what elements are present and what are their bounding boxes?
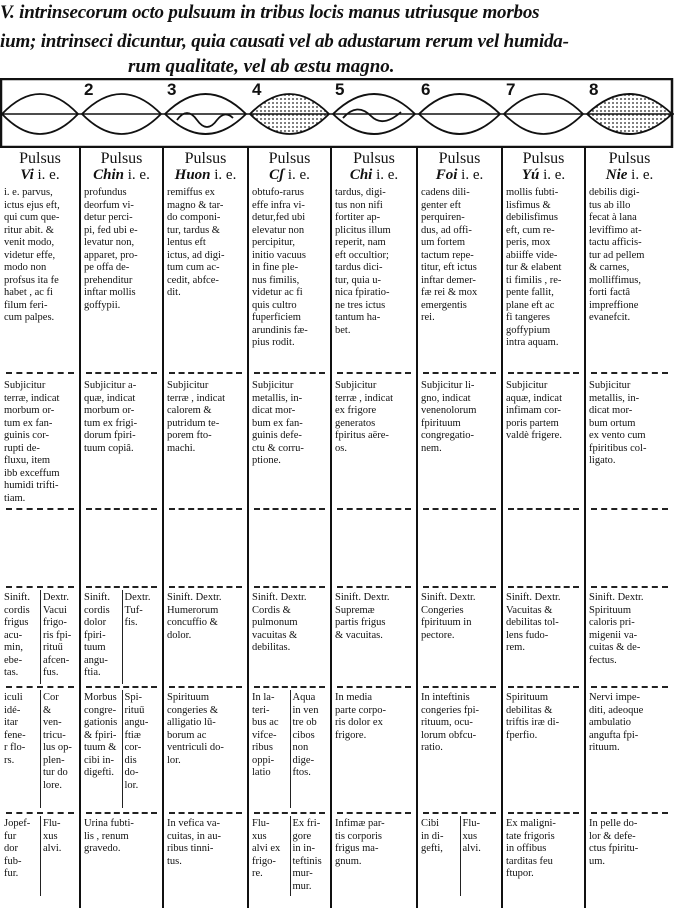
pulse-column-3	[167, 150, 244, 300]
row-divider	[6, 812, 74, 814]
column-title: Pulsus	[19, 150, 61, 167]
cell-divider	[122, 590, 123, 684]
column-title: Pulsus	[353, 150, 395, 167]
row4-cell: In inteftinis congeries fpi- rituum, ocu- lorum obfcu- ratio.	[421, 692, 480, 753]
sinistra-cell: Sinift. cordis frigus acu- min, ebe- tas.	[4, 592, 30, 678]
pulse-ie: i. e.	[376, 167, 399, 183]
row4-right-cell: Cor & ven- tricu- lus op- plen- tur do lore.	[43, 692, 72, 791]
sinistra-dextra-cell: Sinift. Dextr. Congeries fpirituum in pectore.	[421, 592, 476, 641]
column-number-3: 3	[167, 80, 177, 99]
sinistra-dextra-cell: Sinift. Dextr. Supremæ partis frigus & vacuitas.	[335, 592, 390, 641]
pulse-name-text: Vi	[20, 167, 38, 183]
row5-left-cell: Cibi in di- gefti,	[421, 818, 444, 854]
element-indication: Subjicitur metallis, in- dicat mor- bum ex fan- guinis defe- ctu & corru- ptione.	[252, 380, 304, 466]
column-title: Pulsus	[438, 150, 481, 167]
column-title: Pulsus	[268, 150, 311, 167]
pulse-ie: i. e.	[287, 167, 310, 183]
row-divider	[423, 508, 496, 510]
column-number-7: 7	[506, 80, 516, 99]
row-divider	[508, 686, 579, 688]
row-divider	[86, 508, 157, 510]
column-divider	[584, 148, 586, 908]
row-divider	[423, 812, 496, 814]
pulse-ie: i. e.	[631, 167, 654, 183]
row-divider	[86, 686, 157, 688]
pulse-column-7	[506, 150, 581, 350]
row-divider	[86, 812, 157, 814]
row4-cell: Nervi impe- diti, adeoque ambulatio angufta fpi- rituum.	[589, 692, 644, 753]
sinistra-dextra-cell: Sinift. Dextr. Vacuitas & debilitas tol- lens fudo- rem.	[506, 592, 561, 653]
row-divider	[508, 508, 579, 510]
pulse-name	[589, 167, 670, 184]
pulse-name-text: Cʃ	[269, 167, 288, 183]
row-divider	[423, 586, 496, 588]
element-indication: Subjicitur terræ , indicat ex frigore generatos fpiritus aëre- os.	[335, 380, 394, 454]
element-indication: Subjicitur li- gno, indicat venenolorum fpirituum congregatio- nem.	[421, 380, 477, 454]
cell-divider	[460, 816, 461, 896]
header-line-2: ium; intrinseci dicuntur, quia causati vel ab adustarum rerum vel humida-	[0, 31, 569, 52]
row4-cell: In media parte corpo- ris dolor ex frigore.	[335, 692, 387, 741]
dextra-cell: Dextr. Vacui frigo- ris fpi- rituű afcen- fus.	[43, 592, 72, 678]
row-divider	[337, 586, 411, 588]
column-number-4: 4	[252, 80, 262, 99]
cell-divider	[122, 690, 123, 808]
pulse-wave-3	[177, 113, 233, 127]
pulse-name	[84, 167, 159, 184]
element-indication: Subjicitur aquæ, indicat infimam cor- poris partem valdè frigere.	[506, 380, 562, 441]
pulse-column-2	[84, 150, 159, 312]
pulse-description: debilis digi- tus ab illo fecat à lana leviffimo at- tactu afficis- tur ad pellem & carnes, molliffimus, forti factâ impreffione evanefcit.	[589, 187, 645, 323]
pulse-column-5	[335, 150, 413, 337]
pulse-name	[4, 167, 76, 184]
element-indication: Subjicitur terræ, indicat morbum or- tum ex fan- guinis cor- rupti de- fluxu, item ibb exceffum humidi trifti- tiam.	[4, 380, 60, 504]
column-divider	[162, 148, 164, 908]
pulse-name-text: Chin	[93, 167, 128, 183]
row-divider	[591, 586, 668, 588]
pulse-ie: i. e.	[37, 167, 60, 183]
element-indication: Subjicitur terræ , indicat calorem & putridum te- porem fto- machi.	[167, 380, 226, 454]
pulse-column-4	[252, 150, 327, 350]
cell-divider	[290, 690, 291, 808]
row-divider	[254, 686, 325, 688]
row4-left-cell: iculi idé- itar fene- r flo- rs.	[4, 692, 26, 766]
column-number-6: 6	[421, 80, 431, 99]
column-number-5: 5	[335, 80, 345, 99]
row-divider	[6, 508, 74, 510]
row-divider	[337, 686, 411, 688]
pulse-name-text: Foi	[435, 167, 462, 183]
column-divider	[416, 148, 418, 908]
pulse-name-text: Nie	[605, 167, 632, 183]
pulse-description: cadens dili- genter eft perquiren- dus, ad offi- um fortem tactum repe- titur, eft ictus inftar demer- fæ rei & mox emergentis rei.	[421, 187, 478, 323]
row-divider	[337, 812, 411, 814]
row-divider	[423, 686, 496, 688]
pulse-name	[335, 167, 413, 184]
row5-cell: Infimæ par- tis corporis frigus ma- gnum.	[335, 818, 385, 867]
row-divider	[254, 586, 325, 588]
row5-cell: Ex maligni- tate frigoris in offibus tarditas feu ftupor.	[506, 818, 556, 879]
column-number-2: 2	[84, 80, 94, 99]
row-divider	[423, 372, 496, 374]
cell-divider	[40, 816, 41, 896]
pulse-ie: i. e.	[214, 167, 237, 183]
header-line-1: V. intrinsecorum octo pulsuum in tribus locis manus utriusque morbos	[0, 2, 540, 23]
pulse-ie: i. e.	[461, 167, 484, 183]
pulse-wave-5	[343, 109, 401, 121]
pulse-ie: i. e.	[127, 167, 150, 183]
pulse-column-6	[421, 150, 498, 325]
row-divider	[169, 586, 242, 588]
element-indication: Subjicitur a- quæ, indicat morbum or- tum ex frigi- dorum fpiri- tuum copiâ.	[84, 380, 138, 454]
row5-right-cell: Flu- xus alvi.	[43, 818, 62, 854]
row-divider	[591, 372, 668, 374]
row-divider	[508, 586, 579, 588]
row-divider	[591, 686, 668, 688]
pulse-description: profundus deorfum vi- detur perci- pi, fed ubi e- levatur non, apparet, pro- pe offa de- prehenditur inftar mollis goffypii.	[84, 187, 138, 311]
row-divider	[169, 812, 242, 814]
pulse-description: tardus, digi- tus non nifi fortiter ap- plicitus illum reperit, nam eft occultior; tardus dici- tur, quia u- nica fpiratio- ne tres ictus tantum ha- bet.	[335, 187, 391, 336]
row-divider	[169, 686, 242, 688]
row-divider	[337, 372, 411, 374]
row5-left-cell: Flu- xus alvi ex frigo- re.	[252, 818, 281, 879]
pulse-name	[506, 167, 581, 184]
column-title: Pulsus	[522, 150, 565, 167]
sinistra-cell: Sinift. cordis dolor fpiri- tuum angu- ftia.	[84, 592, 110, 678]
row5-right-cell: Flu- xus alvi.	[462, 818, 481, 854]
row-divider	[6, 586, 74, 588]
sinistra-dextra-cell: Sinift. Dextr. Cordis & pulmonum vacuitas & debilitas.	[252, 592, 307, 653]
row4-left-cell: Morbus congre- gationis & fpiri- tuum & cibi in- digefti.	[84, 692, 118, 778]
row-divider	[6, 686, 74, 688]
pulse-name	[421, 167, 498, 184]
row-divider	[254, 812, 325, 814]
row-divider	[591, 508, 668, 510]
row5-cell: In pelle do- lor & defe- ctus fpiritu- um.	[589, 818, 639, 867]
pulse-lens-4	[250, 94, 329, 134]
pulse-name-text: Yú	[521, 167, 544, 183]
column-title: Pulsus	[184, 150, 227, 167]
row4-right-cell: Spi- rituű angu- ftiæ cor- dis do- lor.	[124, 692, 149, 791]
pulse-column-8	[589, 150, 670, 325]
header-line-3: rum qualitate, vel ab æstu magno.	[128, 56, 395, 77]
row5-cell: In vefica va- cuitas, in au- ribus tinni- tus.	[167, 818, 221, 867]
row4-right-cell: Aqua in ven tre ob cibos non dige- ftos.	[292, 692, 319, 778]
row-divider	[169, 508, 242, 510]
row-divider	[86, 586, 157, 588]
pulse-lens-8	[587, 94, 672, 134]
row-divider	[508, 812, 579, 814]
cell-divider	[290, 816, 291, 896]
pulse-description: mollis fubti- lisfimus & debilisfimus eft, cum re- peris, mox abiiffe vide- tur & elabent ti fimilis , re- pente fallit, plane eft ac fi tangeres goffypium intra aquam.	[506, 187, 562, 348]
element-indication: Subjicitur metallis, in- dicat mor- bum ortum ex vento cum fpiritibus col- ligato.	[589, 380, 647, 466]
row-divider	[508, 372, 579, 374]
pulse-name-text: Chi	[349, 167, 377, 183]
cell-divider	[40, 690, 41, 808]
row-divider	[169, 372, 242, 374]
sinistra-dextra-cell: Sinift. Dextr. Humerorum concuffio & dolor.	[167, 592, 222, 641]
row-divider	[254, 372, 325, 374]
row-divider	[86, 372, 157, 374]
row5-left-cell: Jopef- fur dor fub- fur.	[4, 818, 31, 879]
row-divider	[337, 508, 411, 510]
row5-cell: Urina fubti- lis , renum gravedo.	[84, 818, 134, 854]
row-divider	[6, 372, 74, 374]
pulse-description: obtufo-rarus effe infra vi- detur,fed ubi elevatur non percipitur, initio vacuus in fine ple- nus fimilis, videtur ac fi quis cultro fuperficiem arundinis fæ- pius rodit.	[252, 187, 308, 348]
row4-cell: Spirituum congeries & alligatio lū- borum ac ventriculi do- lor.	[167, 692, 224, 766]
pulse-name-text: Huon	[174, 167, 215, 183]
pulse-name	[167, 167, 244, 184]
column-divider	[79, 148, 81, 908]
column-title: Pulsus	[608, 150, 651, 167]
pulse-name	[252, 167, 327, 184]
column-divider	[501, 148, 503, 908]
row-divider	[254, 508, 325, 510]
row4-cell: Spirituum debilitas & triftis iræ di- fperfio.	[506, 692, 560, 741]
pulse-ie: i. e.	[543, 167, 566, 183]
row5-right-cell: Ex fri- gore in in- teftinis mur- mur.	[292, 818, 322, 892]
row4-left-cell: In la- teri- bus ac vifce- ribus oppi- latio	[252, 692, 279, 778]
column-divider	[247, 148, 249, 908]
sinistra-dextra-cell: Sinift. Dextr. Spirituum caloris pri- migenii va- cuitas & de- fectus.	[589, 592, 644, 666]
column-title: Pulsus	[100, 150, 143, 167]
dextra-cell: Dextr. Tuf- fis.	[124, 592, 151, 628]
pulse-column-1	[4, 150, 76, 325]
column-divider	[330, 148, 332, 908]
pulse-description: remiffus ex magno & tar- do componi- tur, tardus & lentus eft ictus, ad digi- tum cum ac- cedit, abfce- dit.	[167, 187, 225, 298]
cell-divider	[40, 590, 41, 684]
column-number-8: 8	[589, 80, 599, 99]
pulse-description: i. e. parvus, ictus ejus eft, qui cum que- ritur abit. & venit modo, videtur effe, modo non profsus ita fe habet , ac fi filum feri- cum palpes.	[4, 187, 60, 323]
row-divider	[591, 812, 668, 814]
